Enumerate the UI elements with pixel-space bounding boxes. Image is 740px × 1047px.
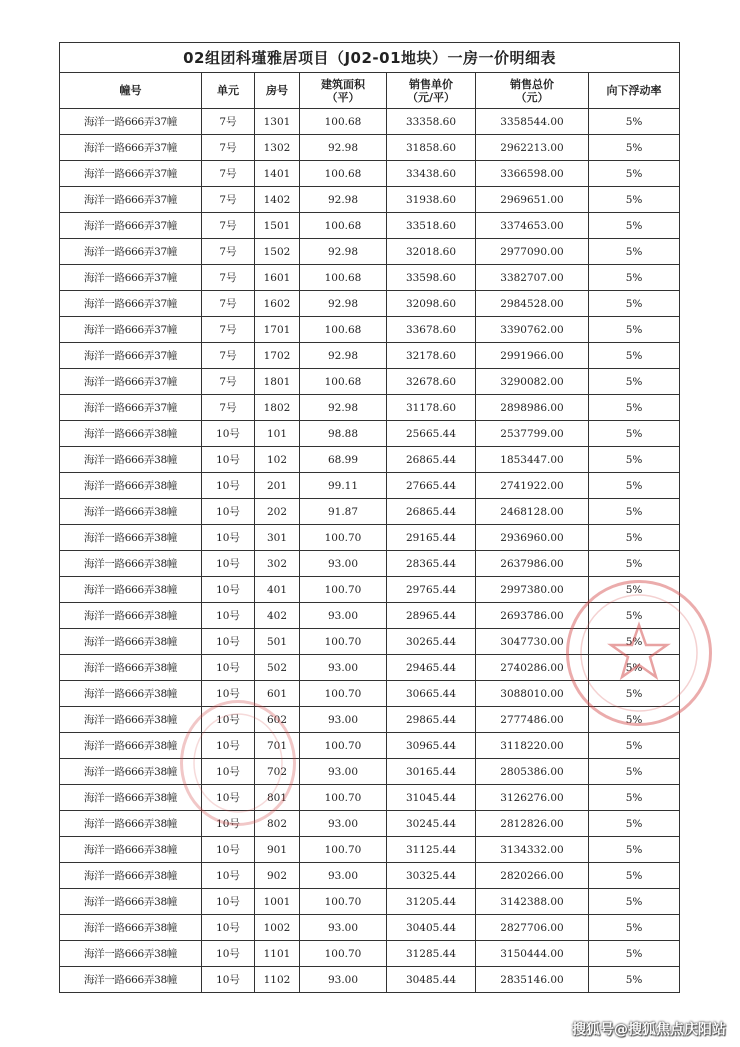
cell-total-price: 2997380.00 xyxy=(476,577,589,603)
cell-area: 100.68 xyxy=(300,317,387,343)
cell-building: 海洋一路666弄37幢 xyxy=(60,395,202,421)
watermark-footer: 搜狐号@搜狐焦点庆阳站 xyxy=(572,1022,726,1038)
table-row xyxy=(60,499,680,525)
cell-total-price: 2537799.00 xyxy=(476,421,589,447)
cell-room: 1801 xyxy=(255,369,300,395)
cell-total-price: 2827706.00 xyxy=(476,915,589,941)
cell-unit-price: 30665.44 xyxy=(387,681,476,707)
cell-total-price: 2740286.00 xyxy=(476,655,589,681)
cell-total-price: 2693786.00 xyxy=(476,603,589,629)
header-total-price-line2: （元） xyxy=(515,90,549,104)
table-row xyxy=(60,265,680,291)
cell-total-price: 3126276.00 xyxy=(476,785,589,811)
cell-unit: 7号 xyxy=(202,395,255,421)
cell-room: 501 xyxy=(255,629,300,655)
table-row xyxy=(60,473,680,499)
cell-unit: 7号 xyxy=(202,291,255,317)
cell-unit-price: 33358.60 xyxy=(387,109,476,135)
cell-unit-price: 31285.44 xyxy=(387,941,476,967)
table-row xyxy=(60,447,680,473)
cell-float-rate: 5% xyxy=(589,187,680,213)
cell-room: 1701 xyxy=(255,317,300,343)
cell-total-price: 3290082.00 xyxy=(476,369,589,395)
cell-unit-price: 31045.44 xyxy=(387,785,476,811)
cell-room: 901 xyxy=(255,837,300,863)
header-total-price xyxy=(476,73,589,109)
cell-building: 海洋一路666弄38幢 xyxy=(60,733,202,759)
cell-unit: 7号 xyxy=(202,187,255,213)
cell-building: 海洋一路666弄38幢 xyxy=(60,655,202,681)
cell-room: 701 xyxy=(255,733,300,759)
cell-area: 92.98 xyxy=(300,343,387,369)
cell-float-rate: 5% xyxy=(589,447,680,473)
cell-unit: 10号 xyxy=(202,733,255,759)
cell-unit-price: 33678.60 xyxy=(387,317,476,343)
table-row xyxy=(60,837,680,863)
cell-unit: 10号 xyxy=(202,499,255,525)
cell-unit: 10号 xyxy=(202,421,255,447)
cell-room: 1401 xyxy=(255,161,300,187)
cell-float-rate: 5% xyxy=(589,473,680,499)
cell-float-rate: 5% xyxy=(589,369,680,395)
cell-float-rate: 5% xyxy=(589,577,680,603)
table-row xyxy=(60,733,680,759)
cell-unit-price: 32018.60 xyxy=(387,239,476,265)
table-row xyxy=(60,161,680,187)
cell-unit: 10号 xyxy=(202,551,255,577)
cell-building: 海洋一路666弄38幢 xyxy=(60,941,202,967)
cell-total-price: 1853447.00 xyxy=(476,447,589,473)
cell-total-price: 3047730.00 xyxy=(476,629,589,655)
cell-total-price: 3358544.00 xyxy=(476,109,589,135)
cell-room: 1501 xyxy=(255,213,300,239)
cell-room: 301 xyxy=(255,525,300,551)
table-row xyxy=(60,889,680,915)
cell-building: 海洋一路666弄38幢 xyxy=(60,811,202,837)
table-row xyxy=(60,707,680,733)
cell-unit: 7号 xyxy=(202,343,255,369)
cell-area: 93.00 xyxy=(300,759,387,785)
cell-total-price: 2984528.00 xyxy=(476,291,589,317)
cell-float-rate: 5% xyxy=(589,915,680,941)
cell-unit: 10号 xyxy=(202,577,255,603)
cell-room: 1802 xyxy=(255,395,300,421)
cell-area: 100.70 xyxy=(300,681,387,707)
cell-unit: 10号 xyxy=(202,707,255,733)
cell-unit: 7号 xyxy=(202,239,255,265)
title-row xyxy=(60,43,680,73)
table-row xyxy=(60,369,680,395)
cell-float-rate: 5% xyxy=(589,707,680,733)
cell-unit-price: 30245.44 xyxy=(387,811,476,837)
cell-area: 100.70 xyxy=(300,577,387,603)
header-unit: 单元 xyxy=(202,73,255,109)
cell-total-price: 3366598.00 xyxy=(476,161,589,187)
cell-unit: 10号 xyxy=(202,473,255,499)
cell-unit: 7号 xyxy=(202,369,255,395)
cell-unit-price: 29165.44 xyxy=(387,525,476,551)
cell-unit: 10号 xyxy=(202,915,255,941)
cell-area: 93.00 xyxy=(300,811,387,837)
cell-area: 93.00 xyxy=(300,863,387,889)
cell-total-price: 3390762.00 xyxy=(476,317,589,343)
cell-unit-price: 26865.44 xyxy=(387,447,476,473)
cell-unit-price: 29865.44 xyxy=(387,707,476,733)
cell-unit-price: 29765.44 xyxy=(387,577,476,603)
cell-unit-price: 31205.44 xyxy=(387,889,476,915)
cell-room: 101 xyxy=(255,421,300,447)
table-row xyxy=(60,629,680,655)
table-row xyxy=(60,863,680,889)
header-float-rate: 向下浮动率 xyxy=(589,73,680,109)
cell-building: 海洋一路666弄38幢 xyxy=(60,499,202,525)
cell-building: 海洋一路666弄38幢 xyxy=(60,447,202,473)
cell-total-price: 2812826.00 xyxy=(476,811,589,837)
table-row xyxy=(60,187,680,213)
cell-unit-price: 33518.60 xyxy=(387,213,476,239)
cell-area: 92.98 xyxy=(300,395,387,421)
cell-unit: 10号 xyxy=(202,785,255,811)
table-row xyxy=(60,239,680,265)
cell-total-price: 3142388.00 xyxy=(476,889,589,915)
cell-room: 202 xyxy=(255,499,300,525)
cell-unit: 10号 xyxy=(202,811,255,837)
cell-total-price: 2835146.00 xyxy=(476,967,589,993)
cell-total-price: 3118220.00 xyxy=(476,733,589,759)
cell-building: 海洋一路666弄38幢 xyxy=(60,577,202,603)
header-area-line1: 建筑面积 xyxy=(321,77,365,91)
table-row xyxy=(60,681,680,707)
cell-float-rate: 5% xyxy=(589,759,680,785)
cell-area: 100.70 xyxy=(300,837,387,863)
cell-area: 100.68 xyxy=(300,213,387,239)
cell-room: 601 xyxy=(255,681,300,707)
table-row xyxy=(60,213,680,239)
cell-area: 100.70 xyxy=(300,941,387,967)
cell-unit-price: 30165.44 xyxy=(387,759,476,785)
cell-building: 海洋一路666弄37幢 xyxy=(60,239,202,265)
cell-unit-price: 29465.44 xyxy=(387,655,476,681)
table-row xyxy=(60,421,680,447)
header-area xyxy=(300,73,387,109)
document-title: 02组团科瑾雅居项目（J02-01地块）一房一价明细表 xyxy=(60,43,680,73)
cell-total-price: 3134332.00 xyxy=(476,837,589,863)
cell-area: 92.98 xyxy=(300,291,387,317)
cell-unit: 10号 xyxy=(202,629,255,655)
cell-total-price: 2991966.00 xyxy=(476,343,589,369)
header-row xyxy=(60,73,680,109)
cell-area: 99.11 xyxy=(300,473,387,499)
cell-unit-price: 32098.60 xyxy=(387,291,476,317)
cell-room: 402 xyxy=(255,603,300,629)
table-row xyxy=(60,291,680,317)
cell-unit: 10号 xyxy=(202,863,255,889)
header-total-price-line1: 销售总价 xyxy=(510,77,554,91)
cell-building: 海洋一路666弄38幢 xyxy=(60,473,202,499)
cell-total-price: 2805386.00 xyxy=(476,759,589,785)
cell-float-rate: 5% xyxy=(589,395,680,421)
cell-building: 海洋一路666弄38幢 xyxy=(60,967,202,993)
cell-building: 海洋一路666弄38幢 xyxy=(60,525,202,551)
cell-float-rate: 5% xyxy=(589,837,680,863)
cell-room: 602 xyxy=(255,707,300,733)
cell-float-rate: 5% xyxy=(589,291,680,317)
table-row xyxy=(60,811,680,837)
cell-total-price: 2898986.00 xyxy=(476,395,589,421)
cell-unit: 10号 xyxy=(202,837,255,863)
cell-building: 海洋一路666弄37幢 xyxy=(60,187,202,213)
cell-building: 海洋一路666弄37幢 xyxy=(60,291,202,317)
cell-area: 92.98 xyxy=(300,187,387,213)
cell-area: 98.88 xyxy=(300,421,387,447)
cell-area: 93.00 xyxy=(300,707,387,733)
cell-room: 201 xyxy=(255,473,300,499)
cell-unit: 10号 xyxy=(202,447,255,473)
cell-room: 1102 xyxy=(255,967,300,993)
cell-total-price: 2820266.00 xyxy=(476,863,589,889)
cell-float-rate: 5% xyxy=(589,655,680,681)
cell-building: 海洋一路666弄38幢 xyxy=(60,681,202,707)
cell-unit-price: 31125.44 xyxy=(387,837,476,863)
cell-total-price: 2969651.00 xyxy=(476,187,589,213)
cell-float-rate: 5% xyxy=(589,239,680,265)
cell-float-rate: 5% xyxy=(589,811,680,837)
cell-total-price: 2777486.00 xyxy=(476,707,589,733)
cell-total-price: 2977090.00 xyxy=(476,239,589,265)
table-row xyxy=(60,551,680,577)
cell-room: 801 xyxy=(255,785,300,811)
cell-unit-price: 30265.44 xyxy=(387,629,476,655)
cell-area: 93.00 xyxy=(300,915,387,941)
price-table xyxy=(59,42,680,993)
cell-area: 91.87 xyxy=(300,499,387,525)
cell-area: 100.68 xyxy=(300,265,387,291)
header-unit-price-line2: （元/平） xyxy=(406,90,456,104)
cell-room: 401 xyxy=(255,577,300,603)
cell-float-rate: 5% xyxy=(589,889,680,915)
table-row xyxy=(60,915,680,941)
table-row xyxy=(60,317,680,343)
cell-unit: 10号 xyxy=(202,681,255,707)
cell-building: 海洋一路666弄38幢 xyxy=(60,759,202,785)
cell-total-price: 3150444.00 xyxy=(476,941,589,967)
cell-building: 海洋一路666弄37幢 xyxy=(60,369,202,395)
cell-unit-price: 28365.44 xyxy=(387,551,476,577)
cell-building: 海洋一路666弄37幢 xyxy=(60,109,202,135)
cell-building: 海洋一路666弄38幢 xyxy=(60,707,202,733)
cell-unit: 10号 xyxy=(202,655,255,681)
cell-area: 100.68 xyxy=(300,369,387,395)
cell-area: 100.70 xyxy=(300,629,387,655)
cell-total-price: 2468128.00 xyxy=(476,499,589,525)
cell-total-price: 2741922.00 xyxy=(476,473,589,499)
cell-room: 302 xyxy=(255,551,300,577)
cell-float-rate: 5% xyxy=(589,525,680,551)
cell-room: 1602 xyxy=(255,291,300,317)
cell-area: 93.00 xyxy=(300,655,387,681)
cell-unit: 7号 xyxy=(202,317,255,343)
cell-unit-price: 32678.60 xyxy=(387,369,476,395)
cell-unit: 7号 xyxy=(202,213,255,239)
cell-building: 海洋一路666弄38幢 xyxy=(60,837,202,863)
cell-building: 海洋一路666弄38幢 xyxy=(60,551,202,577)
cell-total-price: 2962213.00 xyxy=(476,135,589,161)
cell-float-rate: 5% xyxy=(589,317,680,343)
cell-float-rate: 5% xyxy=(589,629,680,655)
cell-unit: 10号 xyxy=(202,967,255,993)
cell-building: 海洋一路666弄37幢 xyxy=(60,161,202,187)
cell-building: 海洋一路666弄38幢 xyxy=(60,785,202,811)
cell-room: 102 xyxy=(255,447,300,473)
cell-unit: 10号 xyxy=(202,889,255,915)
cell-area: 93.00 xyxy=(300,551,387,577)
table-row xyxy=(60,135,680,161)
cell-unit-price: 33598.60 xyxy=(387,265,476,291)
table-body xyxy=(60,109,680,993)
cell-building: 海洋一路666弄38幢 xyxy=(60,863,202,889)
cell-room: 902 xyxy=(255,863,300,889)
cell-float-rate: 5% xyxy=(589,265,680,291)
cell-area: 100.68 xyxy=(300,109,387,135)
cell-unit-price: 25665.44 xyxy=(387,421,476,447)
cell-area: 93.00 xyxy=(300,967,387,993)
cell-float-rate: 5% xyxy=(589,603,680,629)
cell-unit-price: 27665.44 xyxy=(387,473,476,499)
cell-unit-price: 33438.60 xyxy=(387,161,476,187)
cell-unit: 10号 xyxy=(202,941,255,967)
price-sheet xyxy=(59,42,679,993)
cell-float-rate: 5% xyxy=(589,421,680,447)
table-row xyxy=(60,785,680,811)
cell-room: 1702 xyxy=(255,343,300,369)
cell-float-rate: 5% xyxy=(589,499,680,525)
cell-unit-price: 26865.44 xyxy=(387,499,476,525)
cell-area: 92.98 xyxy=(300,135,387,161)
cell-total-price: 2936960.00 xyxy=(476,525,589,551)
cell-building: 海洋一路666弄38幢 xyxy=(60,889,202,915)
cell-room: 702 xyxy=(255,759,300,785)
cell-building: 海洋一路666弄38幢 xyxy=(60,915,202,941)
cell-unit-price: 30485.44 xyxy=(387,967,476,993)
cell-unit: 7号 xyxy=(202,109,255,135)
cell-unit-price: 30405.44 xyxy=(387,915,476,941)
cell-room: 1002 xyxy=(255,915,300,941)
cell-unit-price: 31178.60 xyxy=(387,395,476,421)
table-row xyxy=(60,603,680,629)
cell-unit: 7号 xyxy=(202,161,255,187)
cell-float-rate: 5% xyxy=(589,941,680,967)
cell-building: 海洋一路666弄38幢 xyxy=(60,629,202,655)
cell-float-rate: 5% xyxy=(589,135,680,161)
cell-room: 1302 xyxy=(255,135,300,161)
cell-unit-price: 31938.60 xyxy=(387,187,476,213)
cell-unit-price: 30325.44 xyxy=(387,863,476,889)
cell-unit: 10号 xyxy=(202,759,255,785)
cell-room: 1601 xyxy=(255,265,300,291)
cell-room: 1001 xyxy=(255,889,300,915)
cell-area: 93.00 xyxy=(300,603,387,629)
cell-room: 802 xyxy=(255,811,300,837)
cell-float-rate: 5% xyxy=(589,681,680,707)
cell-float-rate: 5% xyxy=(589,213,680,239)
header-area-line2: （平） xyxy=(326,90,360,104)
cell-building: 海洋一路666弄37幢 xyxy=(60,317,202,343)
cell-unit-price: 31858.60 xyxy=(387,135,476,161)
table-row xyxy=(60,967,680,993)
cell-unit-price: 32178.60 xyxy=(387,343,476,369)
cell-building: 海洋一路666弄38幢 xyxy=(60,603,202,629)
header-building: 幢号 xyxy=(60,73,202,109)
cell-float-rate: 5% xyxy=(589,967,680,993)
table-row xyxy=(60,655,680,681)
header-unit-price-line1: 销售单价 xyxy=(409,77,453,91)
cell-unit: 7号 xyxy=(202,265,255,291)
cell-float-rate: 5% xyxy=(589,551,680,577)
cell-float-rate: 5% xyxy=(589,109,680,135)
cell-float-rate: 5% xyxy=(589,863,680,889)
cell-area: 100.70 xyxy=(300,525,387,551)
cell-unit-price: 28965.44 xyxy=(387,603,476,629)
table-row xyxy=(60,577,680,603)
cell-building: 海洋一路666弄37幢 xyxy=(60,135,202,161)
header-unit-price xyxy=(387,73,476,109)
cell-area: 92.98 xyxy=(300,239,387,265)
cell-area: 100.68 xyxy=(300,161,387,187)
cell-area: 100.70 xyxy=(300,733,387,759)
cell-total-price: 3374653.00 xyxy=(476,213,589,239)
cell-unit: 10号 xyxy=(202,525,255,551)
header-room: 房号 xyxy=(255,73,300,109)
cell-building: 海洋一路666弄37幢 xyxy=(60,213,202,239)
table-row xyxy=(60,109,680,135)
cell-float-rate: 5% xyxy=(589,161,680,187)
cell-unit: 7号 xyxy=(202,135,255,161)
cell-room: 502 xyxy=(255,655,300,681)
cell-room: 1502 xyxy=(255,239,300,265)
cell-total-price: 3088010.00 xyxy=(476,681,589,707)
cell-area: 100.70 xyxy=(300,889,387,915)
cell-float-rate: 5% xyxy=(589,785,680,811)
cell-area: 68.99 xyxy=(300,447,387,473)
cell-float-rate: 5% xyxy=(589,733,680,759)
cell-unit-price: 30965.44 xyxy=(387,733,476,759)
cell-room: 1301 xyxy=(255,109,300,135)
cell-building: 海洋一路666弄37幢 xyxy=(60,343,202,369)
cell-float-rate: 5% xyxy=(589,343,680,369)
cell-total-price: 3382707.00 xyxy=(476,265,589,291)
cell-area: 100.70 xyxy=(300,785,387,811)
cell-unit: 10号 xyxy=(202,603,255,629)
cell-room: 1402 xyxy=(255,187,300,213)
table-row xyxy=(60,343,680,369)
table-row xyxy=(60,395,680,421)
table-row xyxy=(60,759,680,785)
table-row xyxy=(60,941,680,967)
cell-room: 1101 xyxy=(255,941,300,967)
cell-building: 海洋一路666弄37幢 xyxy=(60,265,202,291)
cell-total-price: 2637986.00 xyxy=(476,551,589,577)
table-row xyxy=(60,525,680,551)
cell-building: 海洋一路666弄38幢 xyxy=(60,421,202,447)
